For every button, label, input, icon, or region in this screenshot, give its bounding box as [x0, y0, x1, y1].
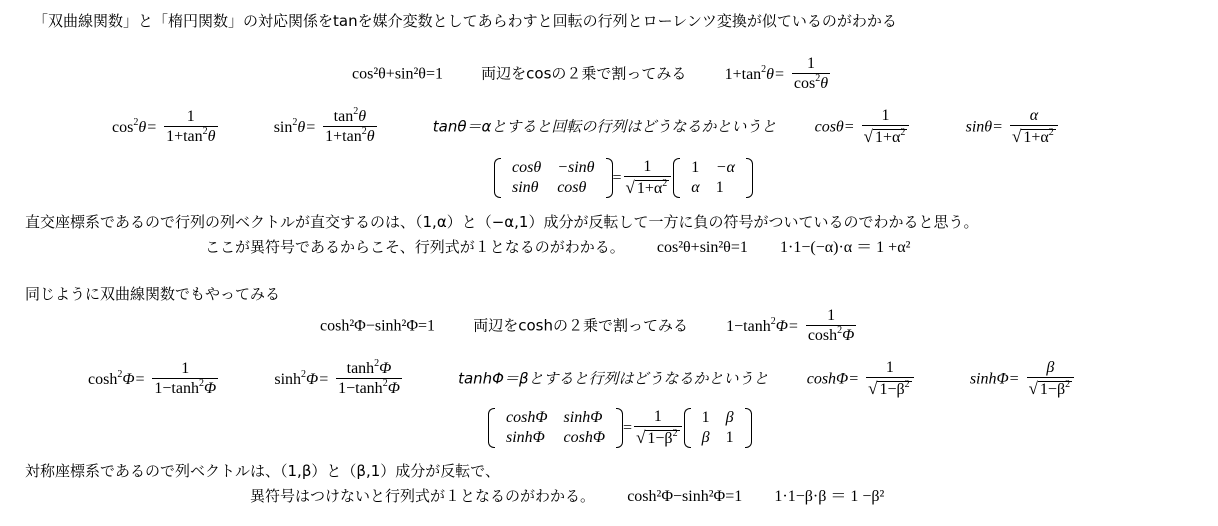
- sinh2-fraction: $\frac{\tanh^2\Phi}{1-\tanh^2\Phi}$: [338, 358, 400, 397]
- cos-theta-fraction: $\frac{1}{√ 1+\alpha^2}$: [862, 108, 910, 146]
- det-calc: 1·1−(−α)·α ＝ 1 +α²: [780, 239, 911, 256]
- sinh2-equation: $\sinh^2\Phi=$: [274, 368, 330, 388]
- hyperbolic-identity: cosh²Φ−sinh²Φ=1: [320, 317, 436, 335]
- matrix-cell: α: [691, 179, 700, 196]
- matrix-cell: β: [725, 409, 734, 426]
- cosh2-fraction: $\frac{1}{1-\tanh^2\Phi}$: [154, 360, 217, 397]
- matrix-cell: −sinθ: [557, 159, 595, 176]
- sin2-fraction: $\frac{\tan^2\theta}{1+\tan^2\theta}$: [325, 106, 375, 145]
- cos2-equation: $\cos^2\theta=$: [112, 116, 157, 136]
- hyperbolic-matrix: [488, 408, 623, 448]
- cosh-phi-fraction: $\frac{1}{√ 1-\beta^2}$: [866, 360, 914, 398]
- matrix-cell: sinθ: [512, 179, 539, 196]
- lorentz-scale-fraction: $\frac{1}{√ 1-\beta^2}$: [634, 409, 682, 447]
- rotation-matrix: [494, 158, 613, 198]
- matrix-cell: 1: [701, 409, 710, 426]
- tanh-definition-text: tanhΦ＝βとすると行列はどうなるかというと: [458, 369, 769, 388]
- matrix-cell: sinhΦ: [506, 429, 545, 446]
- intro-text: 「双曲線関数」と「楕円関数」の対応関係をtanを媒介変数としてあらわすと回転の行列とローレンツ変換が似ているのがわかる: [33, 12, 897, 30]
- symmetric-text: 対称座標系であるので列ベクトルは、（1,β）と（β,1）成分が反転で、: [25, 462, 500, 480]
- sec1-matrix-row: cosθ −sinθ sinθ cosθ = $\frac{1}{√ 1+\alpha^2}$ 1 −α α 1: [494, 158, 753, 198]
- det-text-2: 異符号はつけないと行列式が１となるのがわかる。: [250, 487, 596, 505]
- matrix-cell: coshΦ: [563, 429, 606, 446]
- divide-by-cos-text: 両辺をcosの２乗で割ってみる: [481, 64, 687, 83]
- matrix-cell: 1: [725, 429, 734, 446]
- cos2-fraction: $\frac{1}{1+\tan^2\theta}$: [166, 108, 216, 145]
- matrix-cell: cosθ: [512, 159, 542, 176]
- matrix-cell: 1: [691, 159, 700, 176]
- matrix-cell: sinhΦ: [563, 409, 603, 426]
- matrix-cell: coshΦ: [506, 409, 548, 426]
- sec2-row2: [88, 360, 1076, 398]
- sinh-phi-label: sinhΦ=: [969, 370, 1020, 388]
- det-calc-2: 1·1−β·β ＝ 1 −β²: [774, 488, 885, 505]
- beta-matrix: [684, 408, 752, 448]
- tan-identity-lhs: $1+\tan^2\theta=$: [724, 63, 785, 83]
- orthogonal-text: 直交座標系であるので行列の列ベクトルが直交するのは、（1,α）と（−α,1）成分が反転して一方に負の符号がついているのでわかると思う。: [25, 213, 979, 231]
- cos-theta-label: cosθ=: [814, 118, 855, 136]
- det-identity-2: cosh²Φ−sinh²Φ=1: [627, 488, 743, 505]
- tan-definition-text: tanθ＝αとすると回転の行列はどうなるかというと: [432, 117, 777, 136]
- tanh-identity-lhs: $1-\tanh^2\Phi=$: [726, 315, 799, 335]
- cosh-phi-label: coshΦ=: [806, 370, 860, 388]
- det-identity: cos²θ+sin²θ=1: [656, 239, 748, 256]
- sin-theta-label: sinθ=: [965, 118, 1003, 136]
- sec2-matrix-row: coshΦ sinhΦ sinhΦ coshΦ = $\frac{1}{√ 1-\beta^2}$ 1 β β 1: [488, 408, 752, 448]
- sec1-det-line: [205, 239, 910, 256]
- sin2-equation: $\sin^2\theta=$: [273, 116, 317, 136]
- matrix-cell: 1: [715, 179, 724, 196]
- matrix-cell: cosθ: [557, 179, 587, 196]
- one-over-cos2-fraction: $\frac{1}{\cos^2\theta}$: [793, 55, 829, 92]
- matrix-cell: −α: [715, 159, 735, 176]
- sinh-phi-fraction: $\frac{\beta}{√ 1-\beta^2}$: [1027, 360, 1075, 398]
- rotation-scale-fraction: $\frac{1}{√ 1+\alpha^2}$: [624, 159, 672, 197]
- sec2-heading: 同じように双曲線関数でもやってみる: [25, 285, 281, 303]
- pythagorean-identity: cos²θ+sin²θ=1: [352, 65, 443, 83]
- sec1-row1: [352, 56, 832, 92]
- sec1-row2: [112, 108, 1060, 146]
- det-text: ここが異符号であるからこそ、行列式が１となるのがわかる。: [205, 238, 625, 256]
- sin-theta-fraction: $\frac{\alpha}{√ 1+\alpha^2}$: [1010, 108, 1058, 146]
- sec2-row1: [320, 308, 858, 344]
- one-over-cosh2-fraction: $\frac{1}{\cosh^2\Phi}$: [807, 307, 855, 344]
- matrix-cell: β: [701, 429, 710, 446]
- alpha-matrix: [673, 158, 753, 198]
- divide-by-cosh-text: 両辺をcoshの２乗で割ってみる: [473, 316, 688, 335]
- cosh2-equation: $\cosh^2\Phi=$: [88, 368, 146, 388]
- sec2-det-line: [250, 488, 884, 505]
